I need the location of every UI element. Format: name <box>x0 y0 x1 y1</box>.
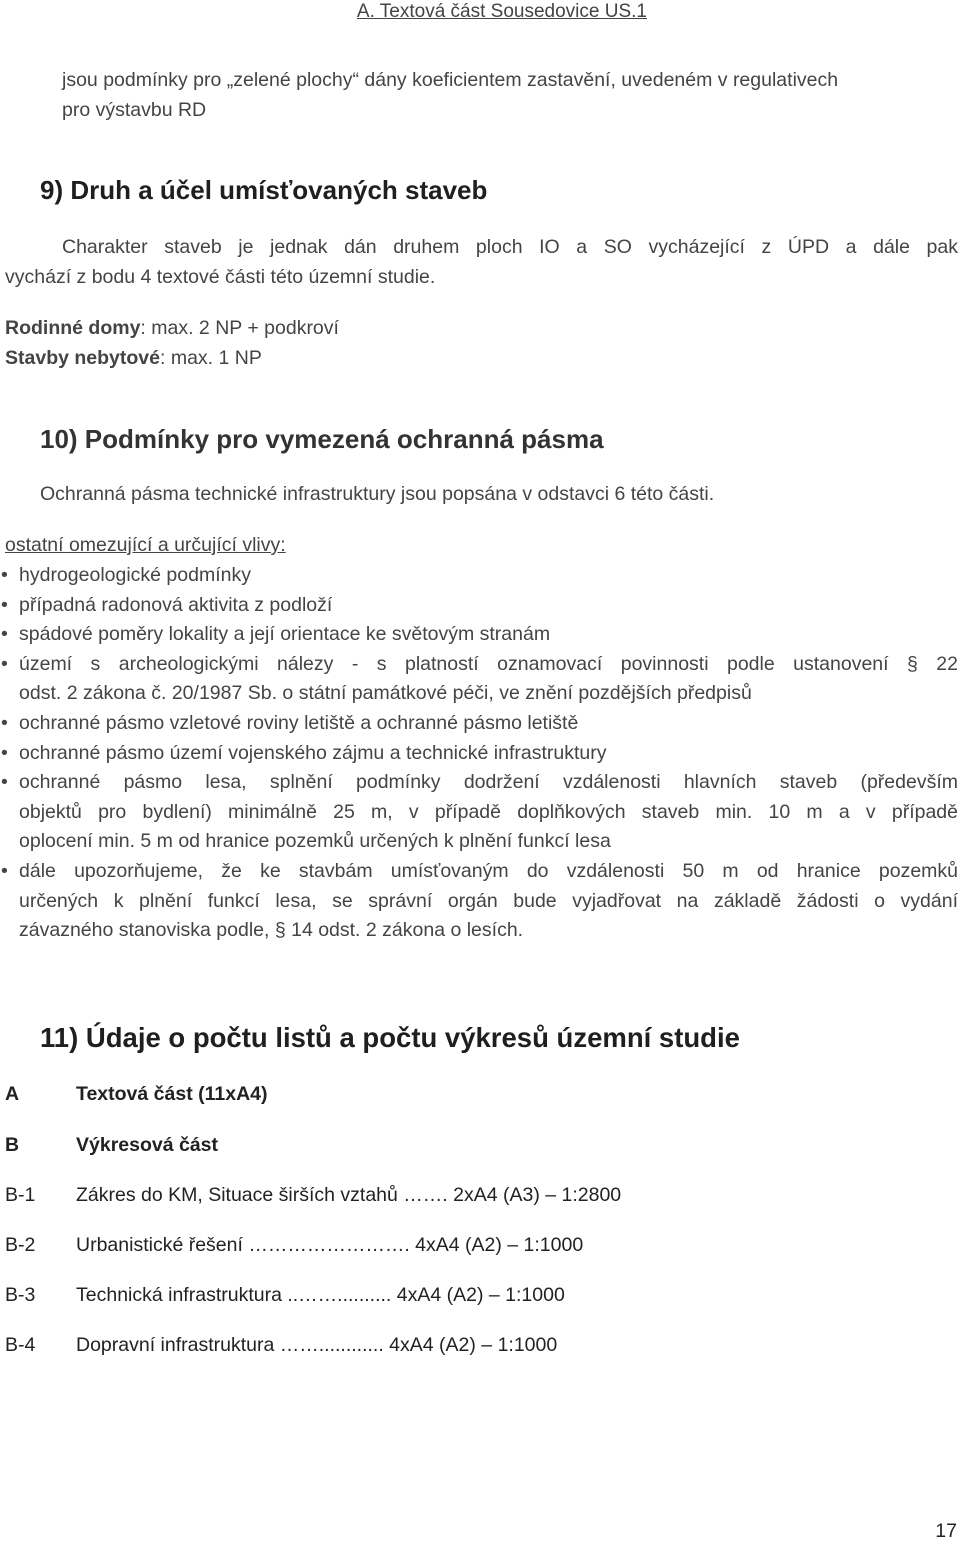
bullet-icon: • <box>1 741 8 764</box>
stavby-nebytove-value: : max. 1 NP <box>159 347 262 369</box>
intro-line-1: jsou podmínky pro „zelené plochy“ dány koeficientem zastavění, uvedeném v regulativech <box>62 69 839 91</box>
part-code: A <box>5 1083 20 1105</box>
notice-line-1: dále upozorňujeme, že ke stavbám umísťovaným do vzdálenosti 50 m od hranice pozemků <box>19 859 958 882</box>
drawing-code: B-3 <box>5 1284 36 1306</box>
section-9-para-line-1: Charakter staveb je jednak dán druhem ploch IO a SO vycházející z ÚPD a dále pak <box>62 236 958 258</box>
bullet-icon: • <box>1 859 8 882</box>
section-10-para: Ochranná pásma technické infrastruktury jsou popsána v odstavci 6 této části. <box>40 483 715 505</box>
list-item <box>0 739 958 769</box>
other-influences-title: ostatní omezující a určující vlivy: <box>5 534 286 556</box>
influences-list <box>0 561 958 946</box>
bullet-icon: • <box>1 593 8 616</box>
section-10-heading: 10) Podmínky pro vymezená ochranná pásma <box>40 424 604 454</box>
list-item <box>0 857 958 946</box>
forest-line-2: objektů pro bydlení) minimálně 25 m, v případě doplňkových staveb min. 10 m a v případě <box>19 800 958 823</box>
list-item-text: spádové poměry lokality a její orientace ke světovým stranám <box>19 623 551 646</box>
stavby-nebytove-line <box>5 344 262 374</box>
drawing-label: Zákres do KM, Situace širších vztahů ……. 2xA4 (A3) – 1:2800 <box>76 1184 622 1206</box>
list-item <box>0 561 958 591</box>
list-item-text: ochranné pásmo území vojenského zájmu a technické infrastruktury <box>19 741 607 764</box>
rodinne-domy-label: Rodinné domy <box>5 317 141 339</box>
stavby-nebytove-label: Stavby nebytové <box>5 347 160 369</box>
bullet-icon: • <box>1 564 8 586</box>
drawing-code: B-1 <box>5 1184 36 1206</box>
list-item <box>0 768 958 857</box>
section-11-heading: 11) Údaje o počtu listů a počtu výkresů územní studie <box>40 1022 740 1053</box>
list-item <box>0 709 958 739</box>
list-item <box>0 591 958 621</box>
bullet-icon: • <box>1 652 8 675</box>
intro-line-2: pro výstavbu RD <box>62 99 207 121</box>
list-item-text: případná radonová aktivita z podloží <box>19 593 333 616</box>
part-code: B <box>5 1134 20 1156</box>
drawing-label: Dopravní infrastruktura ……............ 4xA4 (A2) – 1:1000 <box>76 1334 558 1356</box>
bullet-icon: • <box>1 771 8 794</box>
part-label: Výkresová část <box>76 1134 219 1156</box>
list-item <box>0 620 958 650</box>
bullet-icon: • <box>1 623 8 646</box>
rodinne-domy-line <box>5 314 339 344</box>
forest-line-3: oplocení min. 5 m od hranice pozemků určených k plnění funkcí lesa <box>19 830 611 853</box>
part-label: Textová část (11xA4) <box>76 1083 268 1105</box>
drawing-label: Technická infrastruktura ..…….......... 4xA4 (A2) – 1:1000 <box>76 1284 565 1306</box>
rodinne-domy-value: : max. 2 NP + podkroví <box>140 317 339 339</box>
page-number: 17 <box>935 1520 957 1542</box>
drawing-code: B-4 <box>5 1334 36 1356</box>
notice-line-3: závazného stanoviska podle, § 14 odst. 2 zákona o lesích. <box>19 919 524 942</box>
forest-line-1: ochranné pásmo lesa, splnění podmínky dodržení vzdálenosti hlavních staveb (především <box>19 771 958 794</box>
notice-line-2: určených k plnění funkcí lesa, se správní orgán bude vyjadřovat na základě žádosti o vydání <box>19 889 958 912</box>
list-item <box>0 650 958 709</box>
list-item-text: hydrogeologické podmínky <box>19 564 251 586</box>
page-header-title: A. Textová část Sousedovice US.1 <box>356 1 647 22</box>
drawing-label: Urbanistické řešení ……………………. 4xA4 (A2) – 1:1000 <box>76 1234 584 1256</box>
section-9-para-line-2: vychází z bodu 4 textové části této územní studie. <box>5 266 436 288</box>
section-9-heading: 9) Druh a účel umísťovaných staveb <box>40 175 488 205</box>
bullet-icon: • <box>1 711 8 734</box>
archaeology-line-2: odst. 2 zákona č. 20/1987 Sb. o státní památkové péči, ve znění pozdějších předpisů <box>19 682 752 705</box>
drawing-code: B-2 <box>5 1234 36 1256</box>
archaeology-line-1: území s archeologickými nálezy - s platností oznamovací povinnosti podle ustanovení § 22 <box>19 652 958 675</box>
list-item-text: ochranné pásmo vzletové roviny letiště a ochranné pásmo letiště <box>19 711 579 734</box>
